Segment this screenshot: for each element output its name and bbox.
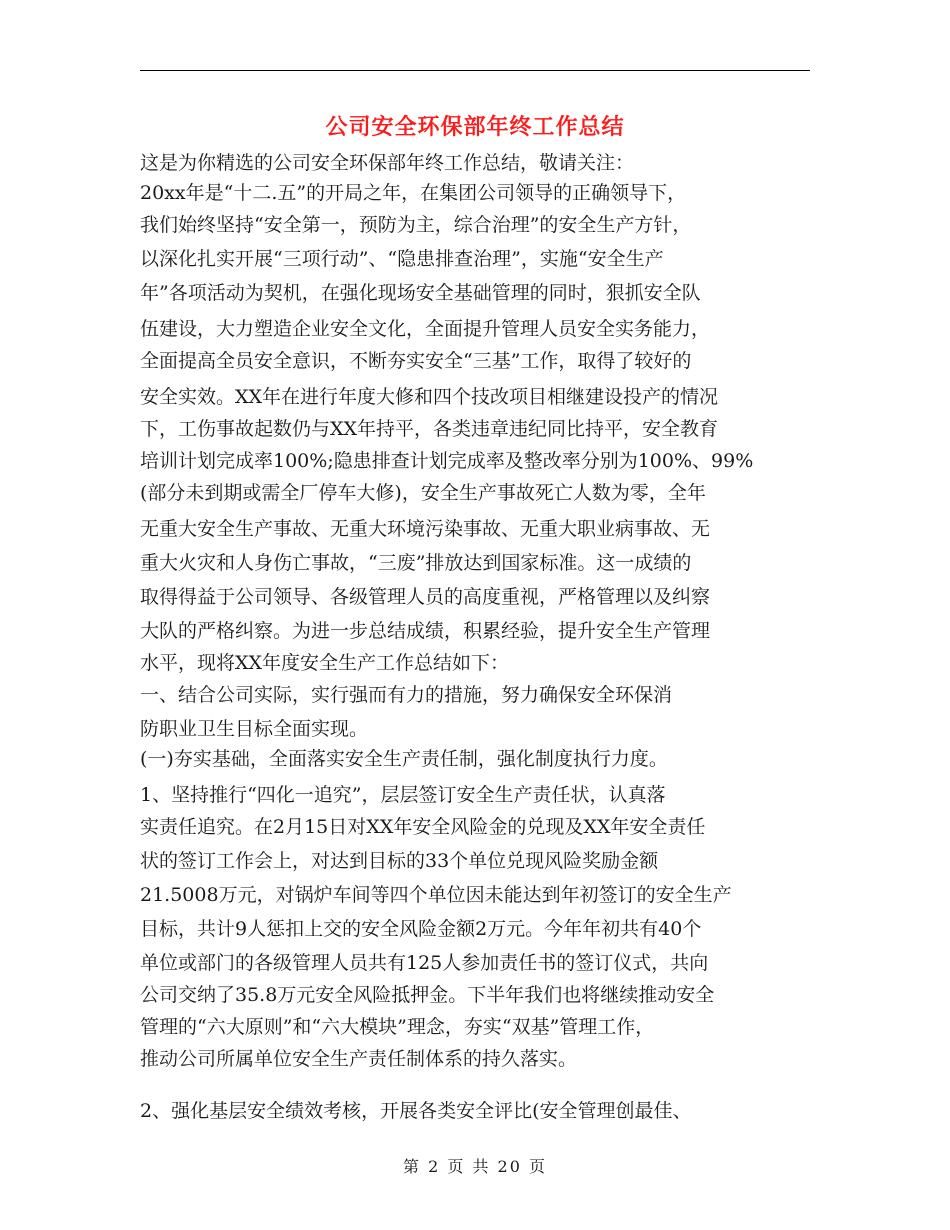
paragraph-line: 我们始终坚持“安全第一，预防为主，综合治理”的安全生产方针， [140,214,692,236]
paragraph-line: 无重大安全生产事故、无重大环境污染事故、无重大职业病事故、无 [140,518,711,540]
paragraph-line: 21.5008万元，对锅炉车间等四个单位因未能达到年初签订的安全生产 [140,884,732,906]
paragraph-line: (一)夯实基础，全面落实安全生产责任制，强化制度执行力度。 [140,748,668,770]
page-number: 第 2 页 共 20 页 [403,1157,547,1176]
paragraph-line: 一、结合公司实际，实行强而有力的措施，努力确保安全环保消 [140,684,673,706]
paragraph-line: 1、坚持推行“四化一追究”，层层签订安全生产责任状，认真落 [140,784,666,806]
paragraph-line: 重大火灾和人身伤亡事故，“三废”排放达到国家标准。这一成绩的 [140,552,692,574]
paragraph-line: 培训计划完成率100%;隐患排查计划完成率及整改率分别为100%、99% [140,450,754,472]
paragraph-line: 取得得益于公司领导、各级管理人员的高度重视，严格管理以及纠察 [140,586,711,608]
paragraph-line: 安全实效。XX年在进行年度大修和四个技改项目相继建设投产的情况 [140,386,719,408]
paragraph-line: 20xx年是“十二.五”的开局之年，在集团公司领导的正确领导下， [140,182,687,204]
paragraph-line: 实责任追究。在2月15日对XX年安全风险金的兑现及XX年安全责任 [140,816,706,838]
paragraph-line: 以深化扎实开展“三项行动”、“隐患排查治理”，实施“安全生产 [140,248,664,270]
paragraph-line: 防职业卫生目标全面实现。 [140,718,369,740]
paragraph-line: 伍建设，大力塑造企业安全文化，全面提升管理人员安全实务能力， [140,318,711,340]
paragraph-line: 目标，共计9人惩扣上交的安全风险金额2万元。今年年初共有40个 [140,918,702,940]
paragraph-line: 推动公司所属单位安全生产责任制体系的持久落实。 [140,1048,578,1070]
paragraph-line: 状的签订工作会上，对达到目标的33个单位兑现风险奖励金额 [140,850,659,872]
paragraph-line: 管理的“六大原则”和“六大模块”理念，夯实“双基”管理工作， [140,1016,655,1038]
paragraph-line: 2、强化基层安全绩效考核，开展各类安全评比(安全管理创最佳、 [140,1100,692,1122]
header-rule [140,70,810,71]
paragraph-line: 水平，现将XX年度安全生产工作总结如下： [140,652,510,674]
document-title: 公司安全环保部年终工作总结 [325,114,625,140]
paragraph-line: 这是为你精选的公司安全环保部年终工作总结，敬请关注： [140,152,635,174]
paragraph-line: 单位或部门的各级管理人员共有125人参加责任书的签订仪式，共向 [140,952,709,974]
paragraph-line: 下，工伤事故起数仍与XX年持平，各类违章违纪同比持平，安全教育 [140,418,719,440]
paragraph-line: 公司交纳了35.8万元安全风险抵押金。下半年我们也将继续推动安全 [140,984,715,1006]
paragraph-line: 年”各项活动为契机，在强化现场安全基础管理的同时，狠抓安全队 [140,282,701,304]
paragraph-line: 大队的严格纠察。为进一步总结成绩，积累经验，提升安全生产管理 [140,620,711,642]
paragraph-line: (部分未到期或需全厂停车大修)，安全生产事故死亡人数为零，全年 [140,482,706,504]
paragraph-line: 全面提高全员安全意识，不断夯实安全“三基”工作，取得了较好的 [140,350,692,372]
